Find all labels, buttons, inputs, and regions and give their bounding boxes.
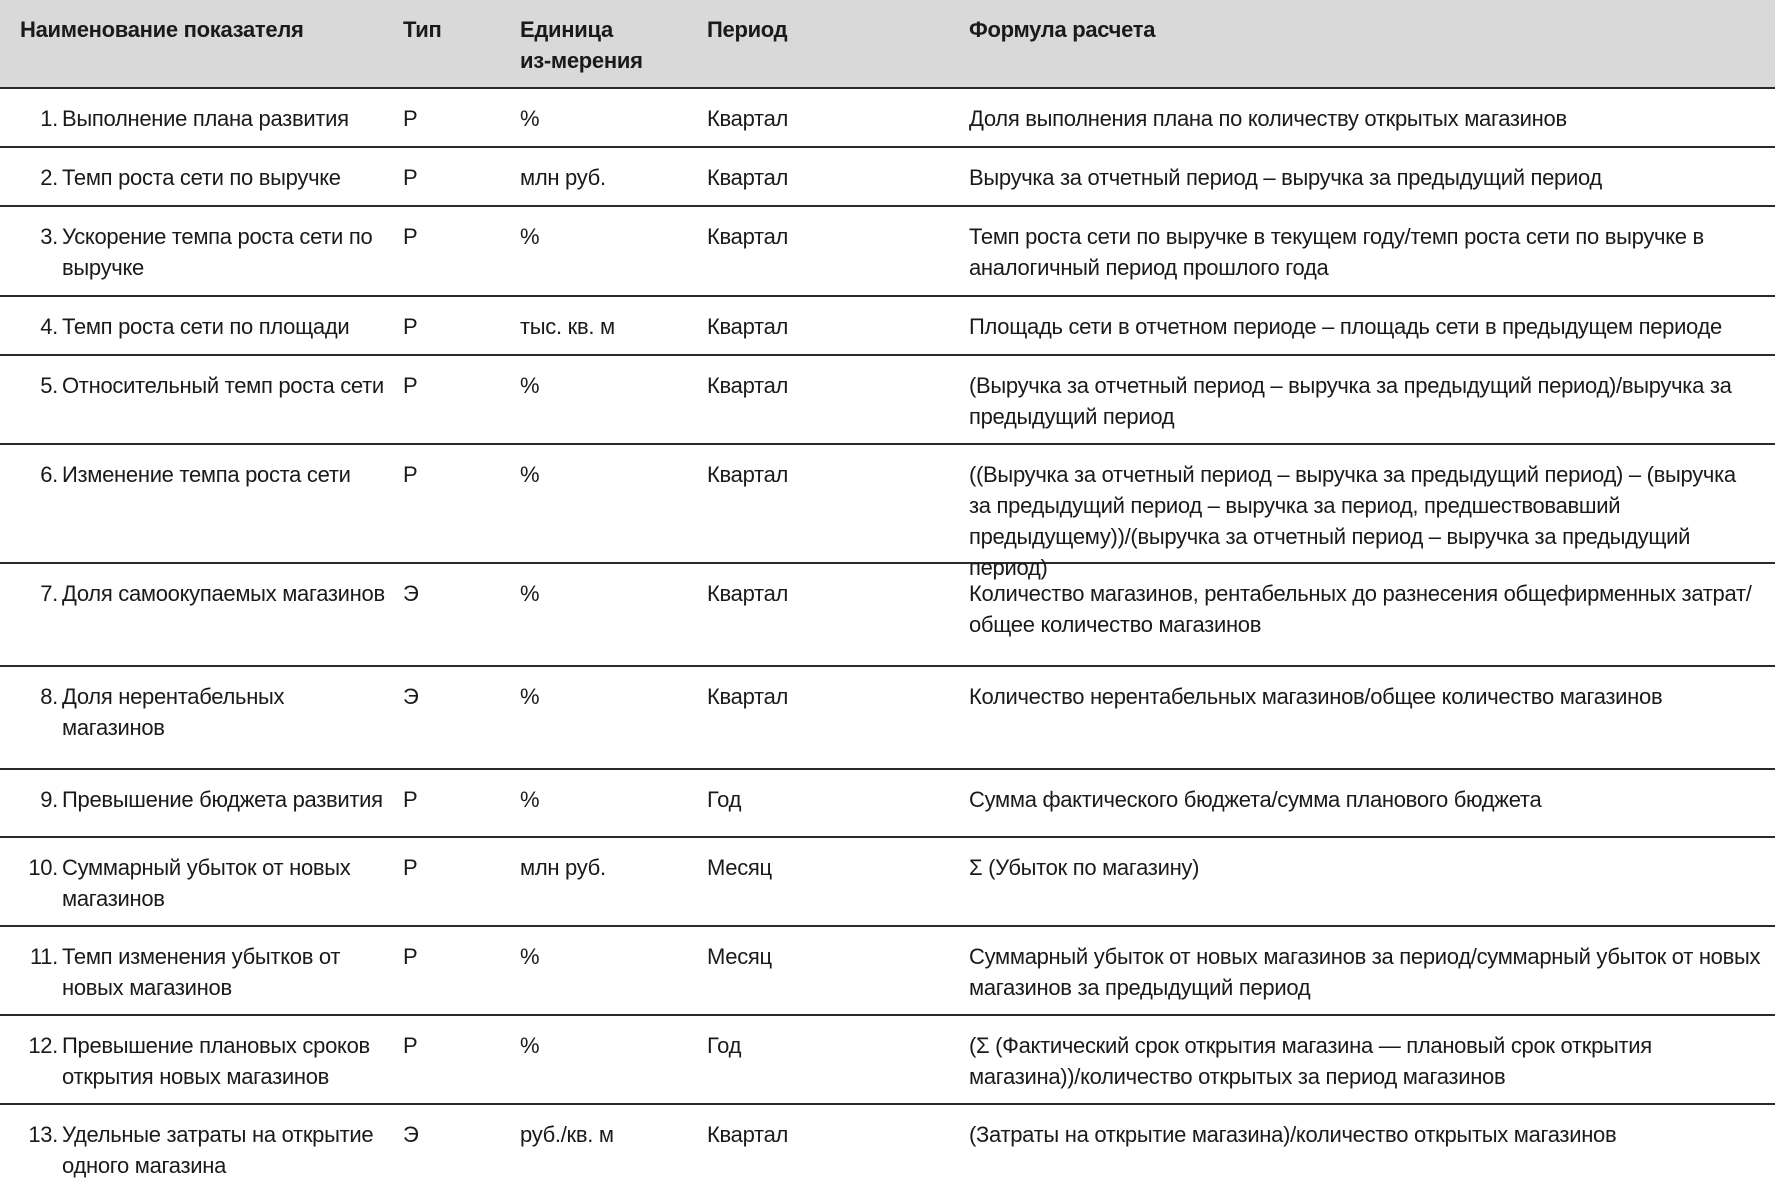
period-cell: Квартал [707, 1122, 789, 1147]
formula-cell: (Σ (Фактический срок открытия магазина — плановый срок открытия магазина))/количество открытых за период магазинов [969, 1033, 1652, 1089]
type-cell: Р [403, 855, 418, 880]
period-cell: Квартал [707, 165, 789, 190]
indicator-name: Суммарный убыток от новых магазинов [62, 855, 351, 911]
table-row [0, 838, 1775, 927]
table-row [0, 445, 1775, 580]
unit-cell: % [520, 106, 540, 131]
indicator-name: Превышение плановых сроков открытия новых магазинов [62, 1033, 370, 1089]
unit-cell: % [520, 944, 540, 969]
indicator-name: Выполнение плана развития [62, 106, 349, 131]
table-row [0, 1016, 1775, 1105]
row-number: 4. [40, 314, 58, 339]
indicator-name-cell [0, 838, 403, 925]
type-cell: Р [403, 787, 418, 812]
row-number: 7. [40, 581, 58, 606]
type-cell: Р [403, 314, 418, 339]
header-type: Тип [403, 17, 442, 42]
indicator-name: Темп роста сети по выручке [62, 165, 341, 190]
indicator-name: Доля нерентабельных магазинов [62, 684, 285, 740]
type-cell: Э [403, 684, 419, 709]
type-cell: Р [403, 462, 418, 487]
indicator-name: Темп изменения убытков от новых магазинов [62, 944, 341, 1000]
period-cell: Месяц [707, 944, 772, 969]
type-cell: Р [403, 224, 418, 249]
indicator-name-cell [0, 667, 403, 768]
row-number: 13. [28, 1122, 58, 1147]
indicator-name-cell [0, 445, 403, 583]
row-number: 5. [40, 373, 58, 398]
table-row [0, 148, 1775, 207]
table-row [0, 356, 1775, 445]
row-number: 12. [28, 1033, 58, 1058]
period-cell: Год [707, 787, 742, 812]
indicator-name-cell [0, 297, 403, 354]
unit-cell: % [520, 684, 540, 709]
formula-cell: Σ (Убыток по магазину) [969, 855, 1200, 880]
unit-cell: % [520, 787, 540, 812]
period-cell: Квартал [707, 314, 789, 339]
indicator-name-cell [0, 770, 403, 836]
unit-cell: % [520, 1033, 540, 1058]
formula-cell: (Затраты на открытие магазина)/количество открытых магазинов [969, 1122, 1617, 1147]
indicator-name: Превышение бюджета развития [62, 787, 383, 812]
table-row [0, 1105, 1775, 1179]
period-cell: Месяц [707, 855, 772, 880]
table-row [0, 770, 1775, 838]
table-header-row [0, 0, 1775, 89]
period-cell: Квартал [707, 684, 789, 709]
row-number: 9. [40, 787, 58, 812]
row-number: 8. [40, 684, 58, 709]
row-number: 1. [40, 106, 58, 131]
type-cell: Э [403, 581, 419, 606]
unit-cell: % [520, 581, 540, 606]
period-cell: Год [707, 1033, 742, 1058]
indicator-name-cell [0, 148, 403, 205]
header-formula: Формула расчета [969, 17, 1156, 42]
table-row [0, 667, 1775, 770]
indicator-name-cell [0, 89, 403, 146]
period-cell: Квартал [707, 224, 789, 249]
formula-cell: Площадь сети в отчетном периоде – площадь сети в предыдущем периоде [969, 314, 1722, 339]
table-row [0, 89, 1775, 148]
header-period: Период [707, 17, 788, 42]
type-cell: Р [403, 165, 418, 190]
unit-cell: млн руб. [520, 165, 606, 190]
type-cell: Р [403, 106, 418, 131]
formula-cell: Сумма фактического бюджета/сумма планового бюджета [969, 787, 1542, 812]
type-cell: Р [403, 944, 418, 969]
formula-cell: Суммарный убыток от новых магазинов за период/суммарный убыток от новых магазинов за предыдущий период [969, 944, 1761, 1000]
period-cell: Квартал [707, 462, 789, 487]
row-number: 10. [28, 855, 58, 880]
formula-cell: Количество магазинов, рентабельных до разнесения общефирменных затрат/общее количество магазинов [969, 581, 1752, 637]
unit-cell: % [520, 224, 540, 249]
indicator-name-cell [0, 1016, 403, 1103]
type-cell: Р [403, 373, 418, 398]
indicator-name: Темп роста сети по площади [62, 314, 350, 339]
indicator-name: Доля самоокупаемых магазинов [62, 581, 385, 606]
formula-cell: Доля выполнения плана по количеству открытых магазинов [969, 106, 1567, 131]
table-row [0, 297, 1775, 356]
type-cell: Э [403, 1122, 419, 1147]
indicator-name-cell [0, 1105, 403, 1181]
unit-cell: руб./кв. м [520, 1122, 614, 1147]
header-unit: Единица из-мерения [520, 17, 643, 73]
indicator-name-cell [0, 927, 403, 1014]
formula-cell: ((Выручка за отчетный период – выручка за предыдущий период) – (выручка за предыдущий период – выручка за период, предшествовавший предыдущему))/(выручка за отчетный период – выручка за предыдущий период) [969, 462, 1736, 580]
indicator-name: Относительный темп роста сети [62, 373, 384, 398]
row-number: 2. [40, 165, 58, 190]
unit-cell: млн руб. [520, 855, 606, 880]
table-row [0, 927, 1775, 1016]
header-name: Наименование показателя [20, 17, 304, 42]
indicator-name-cell [0, 207, 403, 295]
indicator-name: Изменение темпа роста сети [62, 462, 351, 487]
period-cell: Квартал [707, 373, 789, 398]
unit-cell: % [520, 373, 540, 398]
formula-cell: (Выручка за отчетный период – выручка за предыдущий период)/выручка за предыдущий период [969, 373, 1732, 429]
unit-cell: % [520, 462, 540, 487]
formula-cell: Выручка за отчетный период – выручка за предыдущий период [969, 165, 1602, 190]
period-cell: Квартал [707, 581, 789, 606]
indicator-name-cell [0, 564, 403, 665]
unit-cell: тыс. кв. м [520, 314, 615, 339]
table-row [0, 207, 1775, 297]
row-number: 6. [40, 462, 58, 487]
indicator-name-cell [0, 356, 403, 443]
indicator-name: Удельные затраты на открытие одного магазина [62, 1122, 374, 1178]
type-cell: Р [403, 1033, 418, 1058]
row-number: 11. [29, 944, 58, 969]
table-row [0, 564, 1775, 667]
period-cell: Квартал [707, 106, 789, 131]
row-number: 3. [40, 224, 58, 249]
formula-cell: Количество нерентабельных магазинов/общее количество магазинов [969, 684, 1663, 709]
formula-cell: Темп роста сети по выручке в текущем году/темп роста сети по выручке в аналогичный период прошлого года [969, 224, 1704, 280]
indicator-name: Ускорение темпа роста сети по выручке [62, 224, 373, 280]
